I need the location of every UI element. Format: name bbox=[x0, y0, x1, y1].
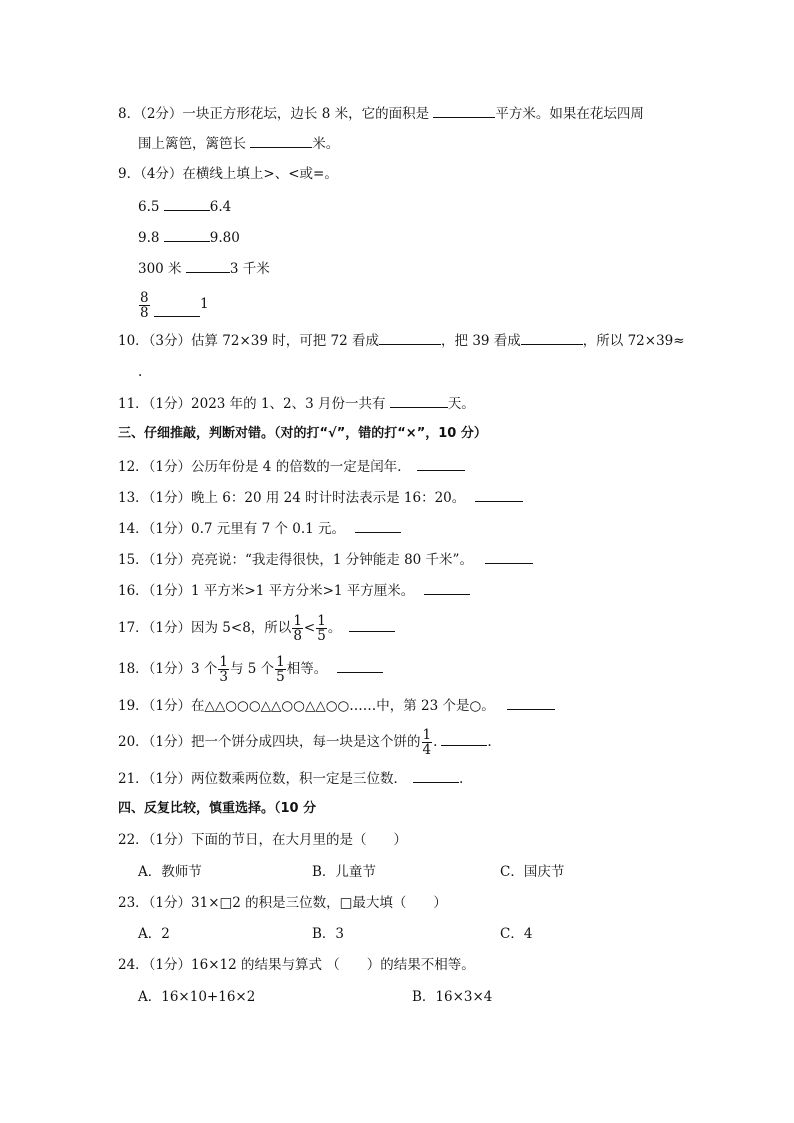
frac-numerator: 1 bbox=[293, 613, 302, 629]
q9-d-fraction bbox=[139, 291, 150, 320]
question-13 bbox=[118, 487, 523, 508]
frac-numerator: 8 bbox=[140, 290, 149, 306]
q10-blank-1[interactable] bbox=[379, 330, 441, 345]
q9-c-left: 300 米 bbox=[138, 261, 186, 277]
question-22: 22．（1分）下面的节日，在大月里的是（ ） bbox=[118, 832, 408, 848]
q15-text: 15．（1分）亮亮说：“我走得很快，1 分钟能走 80 千米”。 bbox=[118, 552, 473, 568]
q9-blank-d[interactable] bbox=[154, 302, 200, 317]
q19-blank[interactable] bbox=[507, 695, 555, 710]
q8-text-4: 米。 bbox=[312, 136, 340, 152]
q11-text-1: 11．（1分）2023 年的 1、2、3 月份一共有 bbox=[118, 396, 390, 412]
q21-text-2: . bbox=[459, 771, 464, 787]
q13-blank[interactable] bbox=[475, 487, 523, 502]
q18-fraction-2 bbox=[275, 655, 286, 684]
question-12 bbox=[118, 456, 465, 477]
question-16 bbox=[118, 580, 470, 601]
frac-numerator: 1 bbox=[276, 654, 285, 670]
q9-d-blank-wrap bbox=[154, 302, 200, 323]
q9-a-left: 6.5 bbox=[138, 199, 160, 215]
q17-less-than: < bbox=[303, 620, 316, 636]
q8-text-3: 围上篱笆，篱笆长 bbox=[138, 136, 251, 152]
frac-denominator: 8 bbox=[140, 305, 149, 321]
question-8-line-1 bbox=[118, 103, 644, 124]
question-18 bbox=[118, 651, 383, 687]
q11-blank[interactable] bbox=[390, 393, 448, 408]
q9-a-right: 6.4 bbox=[209, 199, 232, 215]
question-10 bbox=[118, 330, 685, 351]
q9-blank-c[interactable] bbox=[186, 258, 230, 273]
q10-text-1: 10．（3分）估算 72×39 时，可把 72 看成 bbox=[118, 333, 380, 349]
q18-fraction-1 bbox=[218, 655, 229, 684]
q8-blank-length[interactable] bbox=[250, 133, 312, 148]
question-11 bbox=[118, 393, 475, 414]
q20-blank[interactable] bbox=[441, 731, 487, 746]
q18-blank[interactable] bbox=[337, 658, 383, 673]
question-19 bbox=[118, 695, 555, 716]
q20-fraction bbox=[422, 728, 433, 757]
q9-item-a bbox=[138, 196, 231, 217]
frac-numerator: 1 bbox=[317, 613, 326, 629]
q17-fraction-2 bbox=[316, 614, 327, 643]
frac-denominator: 3 bbox=[219, 669, 228, 685]
frac-denominator: 8 bbox=[293, 628, 302, 644]
frac-denominator: 4 bbox=[422, 742, 432, 758]
q21-text-1: 21．（1分）两位数乘两位数，积一定是三位数． bbox=[118, 771, 408, 787]
q17-text-2: 。 bbox=[327, 620, 342, 636]
q18-text-1: 18．（1分）3 个 bbox=[118, 661, 218, 677]
q22-option-c[interactable]: C．国庆节 bbox=[500, 864, 565, 880]
frac-numerator: 1 bbox=[219, 654, 228, 670]
q22-option-b[interactable]: B．儿童节 bbox=[312, 864, 376, 880]
question-24: 24．（1分）16×12 的结果与算式 （ ）的结果不相等。 bbox=[118, 957, 475, 973]
q9-blank-b[interactable] bbox=[164, 227, 210, 242]
q9-blank-a[interactable] bbox=[164, 196, 210, 211]
section-3-heading: 三、仔细推敲，判断对错。（对的打“√”，错的打“×”，10 分） bbox=[118, 426, 487, 441]
q10-text-2: ，把 39 看成 bbox=[441, 333, 521, 349]
question-15 bbox=[118, 549, 533, 570]
q8-blank-area[interactable] bbox=[433, 103, 495, 118]
q10-blank-2[interactable] bbox=[521, 330, 583, 345]
q9-c-right: 3 千米 bbox=[229, 261, 270, 277]
q12-blank[interactable] bbox=[417, 456, 465, 471]
question-14 bbox=[118, 518, 401, 539]
q24-option-b[interactable]: B．16×3×4 bbox=[412, 989, 493, 1005]
q12-text: 12．（1分）公历年份是 4 的倍数的一定是闰年． bbox=[118, 459, 411, 475]
q22-option-a[interactable]: A．教师节 bbox=[138, 864, 202, 880]
q20-text-2: . bbox=[433, 734, 438, 750]
q13-text: 13．（1分）晚上 6：20 用 24 时计时法表示是 16：20。 bbox=[118, 490, 466, 506]
q21-blank[interactable] bbox=[413, 768, 459, 783]
q10-text-3: ，所以 72×39≈ bbox=[582, 333, 685, 349]
q8-text-1: 8．（2分）一块正方形花坛，边长 8 米，它的面积是 bbox=[118, 106, 434, 122]
q20-text-3: . bbox=[487, 734, 492, 750]
q17-text-1: 17．（1分）因为 5<8，所以 bbox=[118, 620, 292, 636]
frac-denominator: 5 bbox=[317, 628, 326, 644]
q9-d-right: 1 bbox=[200, 296, 209, 312]
question-9: 9．（4分）在横线上填上>、<或=。 bbox=[118, 166, 338, 182]
q9-b-right: 9.80 bbox=[209, 230, 240, 246]
question-20 bbox=[118, 724, 492, 760]
q24-option-a[interactable]: A．16×10+16×2 bbox=[138, 989, 256, 1005]
q23-option-c[interactable]: C．4 bbox=[500, 926, 533, 942]
question-21 bbox=[118, 768, 463, 789]
q9-item-d bbox=[138, 288, 151, 322]
q8-text-2: 平方米。如果在花坛四周 bbox=[495, 106, 644, 122]
q17-fraction-1 bbox=[292, 614, 303, 643]
q14-blank[interactable] bbox=[355, 518, 401, 533]
frac-numerator: 1 bbox=[422, 727, 432, 743]
q9-b-left: 9.8 bbox=[138, 230, 160, 246]
q15-blank[interactable] bbox=[485, 549, 533, 564]
q16-blank[interactable] bbox=[424, 580, 470, 595]
q19-text: 19．（1分）在△△○○○△△○○△△○○……中，第 23 个是○。 bbox=[118, 698, 495, 714]
q23-option-a[interactable]: A．2 bbox=[138, 926, 170, 942]
question-23: 23．（1分）31×□2 的积是三位数，□最大填（ ） bbox=[118, 895, 447, 911]
q10-end: . bbox=[138, 364, 143, 380]
q18-text-2: 与 5 个 bbox=[230, 661, 275, 677]
q18-text-3: 相等。 bbox=[286, 661, 328, 677]
q16-text: 16．（1分）1 平方米>1 平方分米>1 平方厘米。 bbox=[118, 583, 415, 599]
q9-item-c bbox=[138, 258, 270, 279]
q17-blank[interactable] bbox=[349, 617, 395, 632]
q23-option-b[interactable]: B．3 bbox=[312, 926, 345, 942]
q11-text-2: 天。 bbox=[447, 396, 475, 412]
q9-item-b bbox=[138, 227, 240, 248]
frac-denominator: 5 bbox=[276, 669, 285, 685]
q14-text: 14．（1分）0.7 元里有 7 个 0.1 元。 bbox=[118, 521, 346, 537]
question-17 bbox=[118, 610, 395, 646]
section-4-heading: 四、反复比较，慎重选择。（10 分 bbox=[118, 801, 317, 816]
q20-text-1: 20．（1分）把一个饼分成四块，每一块是这个饼的 bbox=[118, 734, 421, 750]
question-8-line-2 bbox=[138, 133, 339, 154]
